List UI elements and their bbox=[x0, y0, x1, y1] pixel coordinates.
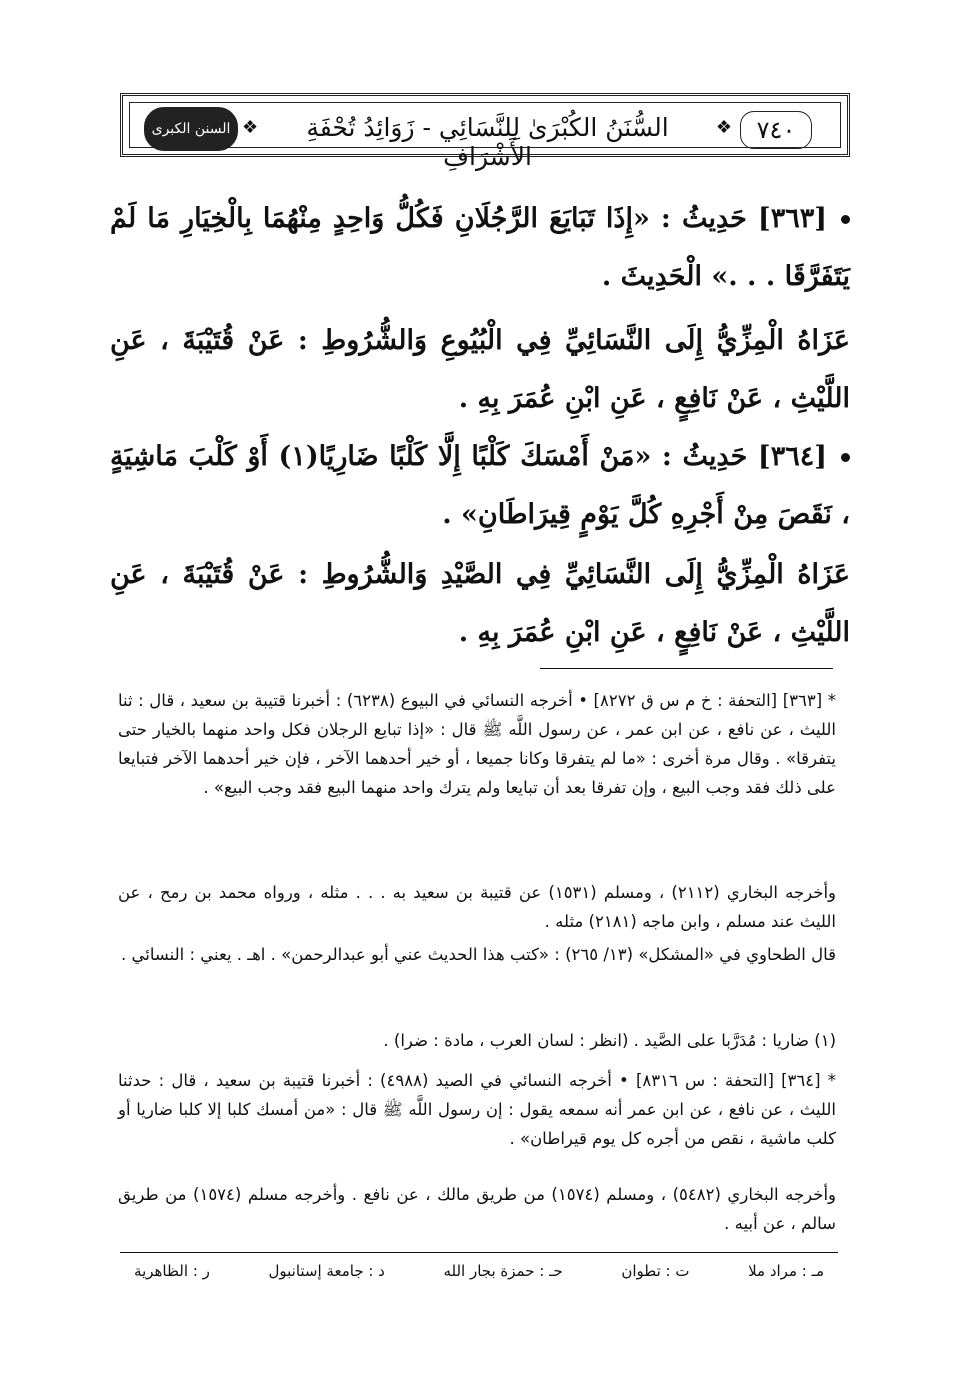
footnote-364-takhrij: وأخرجه البخاري (٥٤٨٢) ، ومسلم (١٥٧٤) من طريق مالك ، عن نافع . وأخرجه مسلم (١٥٧٤) من طريق سالم ، عن أبيه . bbox=[118, 1185, 836, 1233]
footnote-363-takhrij: وأخرجه البخاري (٢١١٢) ، ومسلم (١٥٣١) عن قتيبة بن سعيد به . . . مثله ، ورواه محمد بن رمح ، عن الليث عند مسلم ، وابن ماجه (٢١٨١) مثله . bbox=[118, 883, 837, 931]
page-header bbox=[120, 93, 850, 171]
manuscript-sigla bbox=[120, 1262, 838, 1280]
footnote-gloss-1: (١) ضاريا : مُدَرَّبا على الصَّيد . (انظر : لسان العرب ، مادة : ضرا) . bbox=[383, 1031, 836, 1050]
bullet-icon bbox=[841, 215, 850, 224]
hadith-entry-363: [٣٦٣] حَدِيثُ : «إِذَا تَبَايَعَ الرَّجُلَانِ فَكُلُّ وَاحِدٍ مِنْهُمَا بِالْخِيَارِ مَا لَمْ يَتَفَرَّقَا . . .» الْحَدِيثَ . bbox=[110, 203, 850, 292]
sigla-separator bbox=[120, 1252, 838, 1253]
attribution-364: عَزَاهُ الْمِزِّيُّ إِلَى النَّسَائِيِّ فِي الصَّيْدِ وَالشُّرُوطِ : عَنْ قُتَيْبَةَ ، عَنِ اللَّيْثِ ، عَنْ نَافِعٍ ، عَنِ ابْنِ عُمَرَ بِهِ . bbox=[110, 559, 850, 648]
title-emblem-icon: السنن الكبرى bbox=[144, 107, 238, 151]
attribution-363: عَزَاهُ الْمِزِّيُّ إِلَى النَّسَائِيِّ فِي الْبُيُوعِ وَالشُّرُوطِ : عَنْ قُتَيْبَةَ ، عَنِ اللَّيْثِ ، عَنْ نَافِعٍ ، عَنِ ابْنِ عُمَرَ بِهِ . bbox=[110, 325, 850, 414]
footnote-364: * [٣٦٤] [التحفة : س ٨٣١٦] • أخرجه النسائي في الصيد (٤٩٨٨) : أخبرنا قتيبة بن سعيد ، قال : حدثنا الليث ، عن نافع ، عن ابن عمر أنه سمعه يقول : إن رسول اللَّه ﷺ قال : «من أمسك كلبا إلا كلبا ضاريا أو كلب ماشية ، نقص من أجره كل يوم قيراطان» . bbox=[118, 1071, 836, 1148]
siglum: مـ : مراد ملا bbox=[748, 1262, 824, 1280]
page-number: ٧٤٠ bbox=[740, 111, 812, 149]
ornament-icon: ❖ bbox=[715, 117, 732, 138]
siglum: ت : تطوان bbox=[621, 1262, 690, 1280]
bullet-icon bbox=[841, 453, 850, 462]
footnote-separator bbox=[540, 668, 833, 669]
siglum: د : جامعة إستانبول bbox=[268, 1262, 385, 1280]
siglum: حـ : حمزة بجار الله bbox=[443, 1262, 563, 1280]
running-title: السُّنَنُ الكُبْرَىٰ لِلنَّسَائِي - زَوَائِدُ تُحْفَةِ الأَشْرَافِ bbox=[306, 113, 669, 171]
footnote-363-tahawi: قال الطحاوي في «المشكل» (١٣/ ٢٦٥) : «كتب هذا الحديث عني أبو عبدالرحمن» . اهـ . يعني : النسائي . bbox=[121, 945, 836, 964]
hadith-entry-364: [٣٦٤] حَدِيثُ : «مَنْ أَمْسَكَ كَلْبًا إِلَّا كَلْبًا ضَارِيًا(١) أَوْ كَلْبَ مَاشِيَةٍ ، نَقَصَ مِنْ أَجْرِهِ كُلَّ يَوْمٍ قِيرَاطَانِ» . bbox=[110, 441, 850, 530]
footnote-363: * [٣٦٣] [التحفة : خ م س ق ٨٢٧٢] • أخرجه النسائي في البيوع (٦٢٣٨) : أخبرنا قتيبة بن سعيد ، قال : ثنا الليث ، عن نافع ، عن ابن عمر ، عن رسول اللَّه ﷺ قال : «إذا تبايع الرجلان فكل واحد منهما بالخيار حتى يتفرقا» . وقال مرة أخرى : «ما لم يتفرقا وكانا جميعا ، أو خير أحدهما الآخر ، فإن خير أحدهما الآخر فتبايعا على ذلك فقد وجب البيع ، وإن تفرقا بعد أن تبايعا ولم يترك واحد منهما البيع فقد وجب البيع» . bbox=[118, 691, 836, 797]
siglum: ر : الظاهرية bbox=[134, 1262, 210, 1280]
ornament-icon: ❖ bbox=[242, 117, 259, 138]
